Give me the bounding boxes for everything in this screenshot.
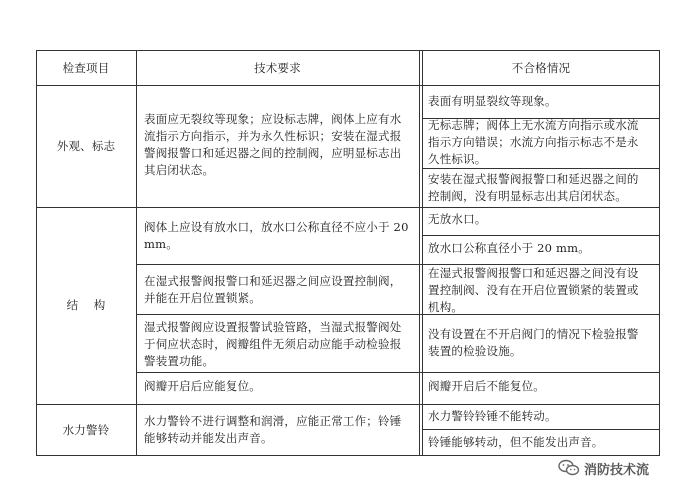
section-water-bell: 水力警铃 — [62, 423, 110, 437]
failure-text: 在湿式报警阀报警口和延迟器之间没有设 置控制阀、没有在开启位置锁紧的装置或 机构。 — [428, 266, 639, 314]
requirement-text: 在湿式报警阀报警口和延迟器之间应设置控制阀， 并能在开启位置锁紧。 — [144, 274, 402, 305]
header-requirement: 技术要求 — [254, 61, 301, 75]
failure-text: 放水口公称直径小于 20 mm。 — [428, 241, 590, 255]
row-divider — [136, 372, 660, 373]
section-structure: 结 构 — [66, 298, 106, 312]
table-border-bottom — [36, 455, 660, 456]
watermark-text: 消防技术流 — [584, 462, 650, 478]
requirement-text: 阀体上应设有放水口，放水口公称直径不应小于 20 mm。 — [144, 220, 409, 251]
failure-text: 安装在湿式报警阀报警口和延迟器之间的 控制阀，没有明显标志出其启闭状态。 — [428, 172, 639, 203]
requirement-text: 表面应无裂纹等现象；应设标志牌，阀体上应有水 流指示方向指示，并为永久性标识；安装在湿式报 警阀报警口和延迟器之间的控制阀，应明显标志出 其启闭状态。 — [144, 112, 402, 177]
row-divider — [422, 168, 660, 169]
header-failure: 不合格情况 — [511, 61, 571, 75]
section-appearance: 外观、标志 — [56, 139, 116, 153]
requirement-text: 水力警铃不进行调整和润滑，应能正常工作；铃锤 能够转动并能发出声音。 — [144, 414, 402, 445]
table-border-right — [659, 50, 660, 456]
table-border-top — [36, 50, 660, 51]
failure-text: 无放水口。 — [428, 212, 487, 226]
failure-text: 阀瓣开启后不能复位。 — [428, 379, 545, 393]
failure-text: 没有设置在不开启阀门的情况下检验报警 装置的检验设施。 — [428, 327, 639, 358]
failure-text: 铃锤能够转动，但不能发出声音。 — [428, 435, 604, 449]
row-divider — [422, 235, 660, 236]
watermark — [558, 458, 649, 478]
failure-text: 表面有明显裂纹等现象。 — [428, 94, 557, 108]
wechat-icon — [558, 459, 580, 477]
column-divider — [422, 50, 423, 456]
failure-text: 水力警铃铃锤不能转动。 — [428, 409, 557, 423]
column-divider — [419, 50, 420, 456]
column-divider — [136, 50, 137, 456]
section-divider — [36, 207, 660, 208]
row-divider — [422, 429, 660, 430]
header-item: 检查项目 — [62, 61, 110, 75]
section-divider — [36, 404, 660, 405]
header-divider — [36, 85, 660, 86]
requirement-text: 阀瓣开启后应能复位。 — [144, 379, 261, 393]
table-border-left — [36, 50, 37, 456]
failure-text: 无标志牌；阀体上无水流方向指示或水流 指示方向错误；水流方向指示标志不是永 久性标识。 — [428, 118, 639, 166]
requirement-text: 湿式报警阀应设置报警试验管路，当湿式报警阀处 于伺应状态时，阀瓣组件无须启动应能手动检验报 警装置功能。 — [144, 320, 402, 368]
